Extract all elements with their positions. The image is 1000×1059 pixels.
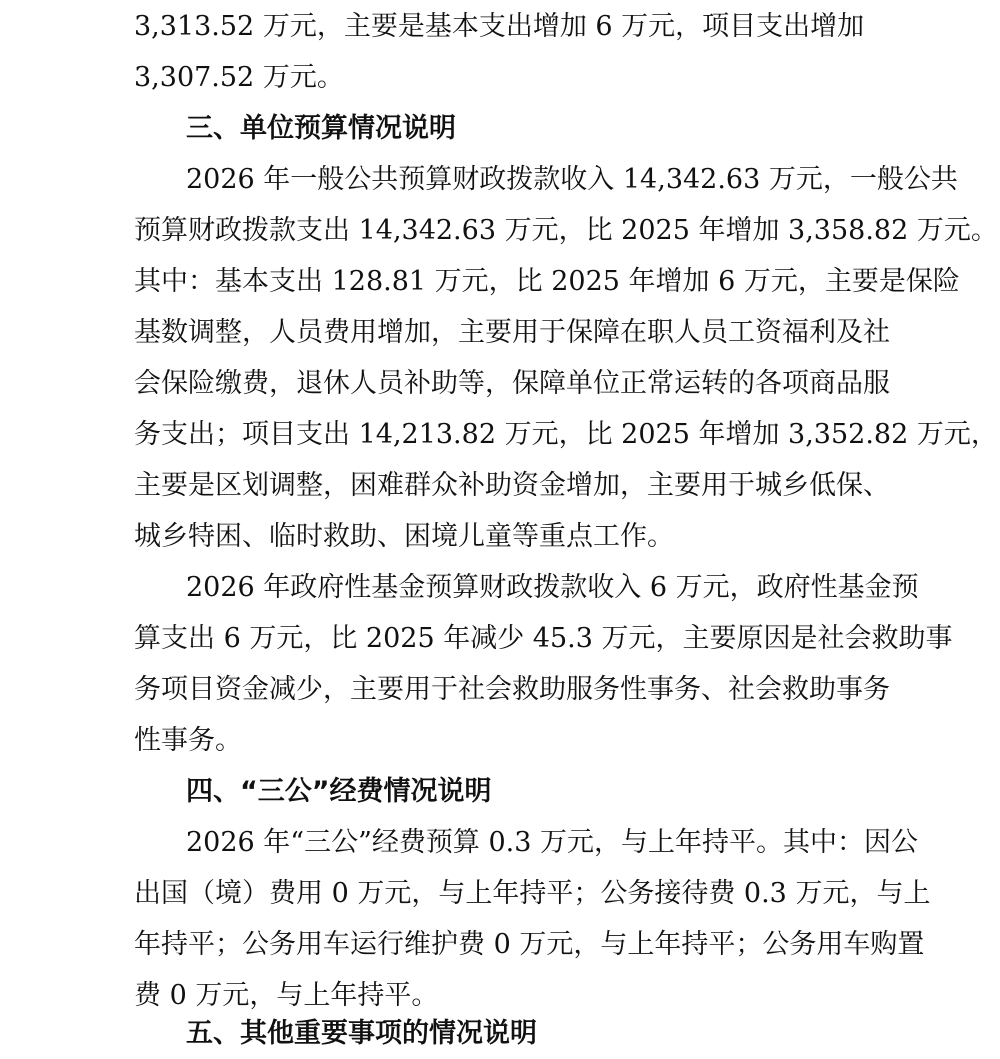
line-text: 性事务。 <box>134 725 242 756</box>
heading-text: 四、“三公”经费情况说明 <box>186 776 492 807</box>
paragraph-line <box>0 919 1000 970</box>
line-text: 2026 年“三公”经费预算 0.3 万元，与上年持平。其中：因公 <box>186 827 919 858</box>
line-text: 2026 年政府性基金预算财政拨款收入 6 万元，政府性基金预 <box>186 572 919 603</box>
line-text: 2026 年一般公共预算财政拨款收入 14,342.63 万元，一般公共 <box>186 164 958 195</box>
paragraph-line <box>0 817 1000 868</box>
paragraph-line <box>0 256 1000 307</box>
paragraph-line <box>0 205 1000 256</box>
section-heading-3 <box>0 103 1000 154</box>
paragraph-line <box>0 868 1000 919</box>
paragraph-line <box>0 358 1000 409</box>
line-text: 3,307.52 万元。 <box>134 62 344 93</box>
paragraph-line <box>0 52 1000 103</box>
line-text: 会保险缴费，退休人员补助等，保障单位正常运转的各项商品服 <box>134 368 890 399</box>
paragraph-line <box>0 460 1000 511</box>
line-text: 3,313.52 万元，主要是基本支出增加 6 万元，项目支出增加 <box>134 11 865 42</box>
line-text: 出国（境）费用 0 万元，与上年持平；公务接待费 0.3 万元，与上 <box>134 878 931 909</box>
line-text: 基数调整，人员费用增加，主要用于保障在职人员工资福利及社 <box>134 317 890 348</box>
line-text: 务项目资金减少，主要用于社会救助服务性事务、社会救助事务 <box>134 674 890 705</box>
section-heading-4 <box>0 766 1000 817</box>
paragraph-line <box>0 613 1000 664</box>
paragraph-line <box>0 715 1000 766</box>
paragraph-line <box>0 409 1000 460</box>
heading-text: 五、其他重要事项的情况说明 <box>186 1018 537 1049</box>
paragraph-line <box>0 154 1000 205</box>
line-text: 算支出 6 万元，比 2025 年减少 45.3 万元，主要原因是社会救助事 <box>134 623 953 654</box>
paragraph-line <box>0 511 1000 562</box>
heading-text: 三、单位预算情况说明 <box>186 113 456 144</box>
line-text: 预算财政拨款支出 14,342.63 万元，比 2025 年增加 3,358.82 万元。 <box>134 215 998 246</box>
section-heading-5 <box>0 1008 1000 1059</box>
line-text: 主要是区划调整，困难群众补助资金增加，主要用于城乡低保、 <box>134 470 890 501</box>
line-text: 年持平；公务用车运行维护费 0 万元，与上年持平；公务用车购置 <box>134 929 925 960</box>
line-text: 城乡特困、临时救助、困境儿童等重点工作。 <box>134 521 674 552</box>
paragraph-line <box>0 1 1000 52</box>
line-text: 其中：基本支出 128.81 万元，比 2025 年增加 6 万元，主要是保险 <box>134 266 960 297</box>
line-text: 费 0 万元，与上年持平。 <box>134 980 439 1011</box>
paragraph-line <box>0 664 1000 715</box>
paragraph-line <box>0 562 1000 613</box>
line-text: 务支出；项目支出 14,213.82 万元，比 2025 年增加 3,352.82 万元， <box>134 419 998 450</box>
paragraph-line <box>0 307 1000 358</box>
